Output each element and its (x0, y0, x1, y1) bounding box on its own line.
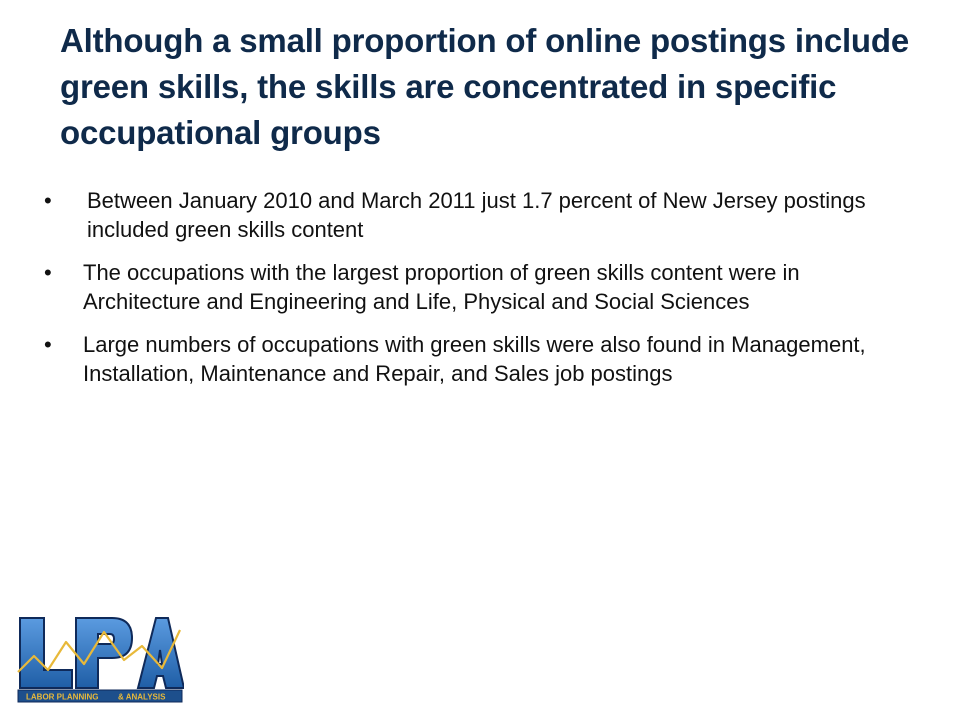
bullet-icon: • (44, 188, 52, 213)
bullet-text-1: Between January 2010 and March 2011 just 1.7 percent of New Jersey postings included green skills content (87, 188, 866, 242)
logo-letter-l (20, 618, 72, 688)
lpa-logo (14, 612, 184, 704)
bullet-list (40, 186, 900, 402)
logo-tagline-right: & ANALYSIS (118, 692, 166, 702)
logo-tagline-left: LABOR PLANNING (26, 692, 99, 702)
bullet-item-2 (40, 258, 900, 316)
bullet-icon: • (44, 332, 52, 357)
bullet-icon: • (44, 260, 52, 285)
logo-letter-a (138, 618, 184, 688)
bullet-text-3: Large numbers of occupations with green skills were also found in Management, Installation, Maintenance and Repair, and Sales job postings (83, 332, 866, 386)
slide-title: Although a small proportion of online postings include green skills, the skills are concentrated in specific occupational groups (60, 22, 910, 151)
bullet-text-2: The occupations with the largest proportion of green skills content were in Architecture and Engineering and Life, Physical and Social Sciences (83, 260, 800, 314)
bullet-item-3 (40, 330, 900, 388)
logo-letter-p (76, 618, 132, 688)
bullet-item-1 (40, 186, 900, 244)
